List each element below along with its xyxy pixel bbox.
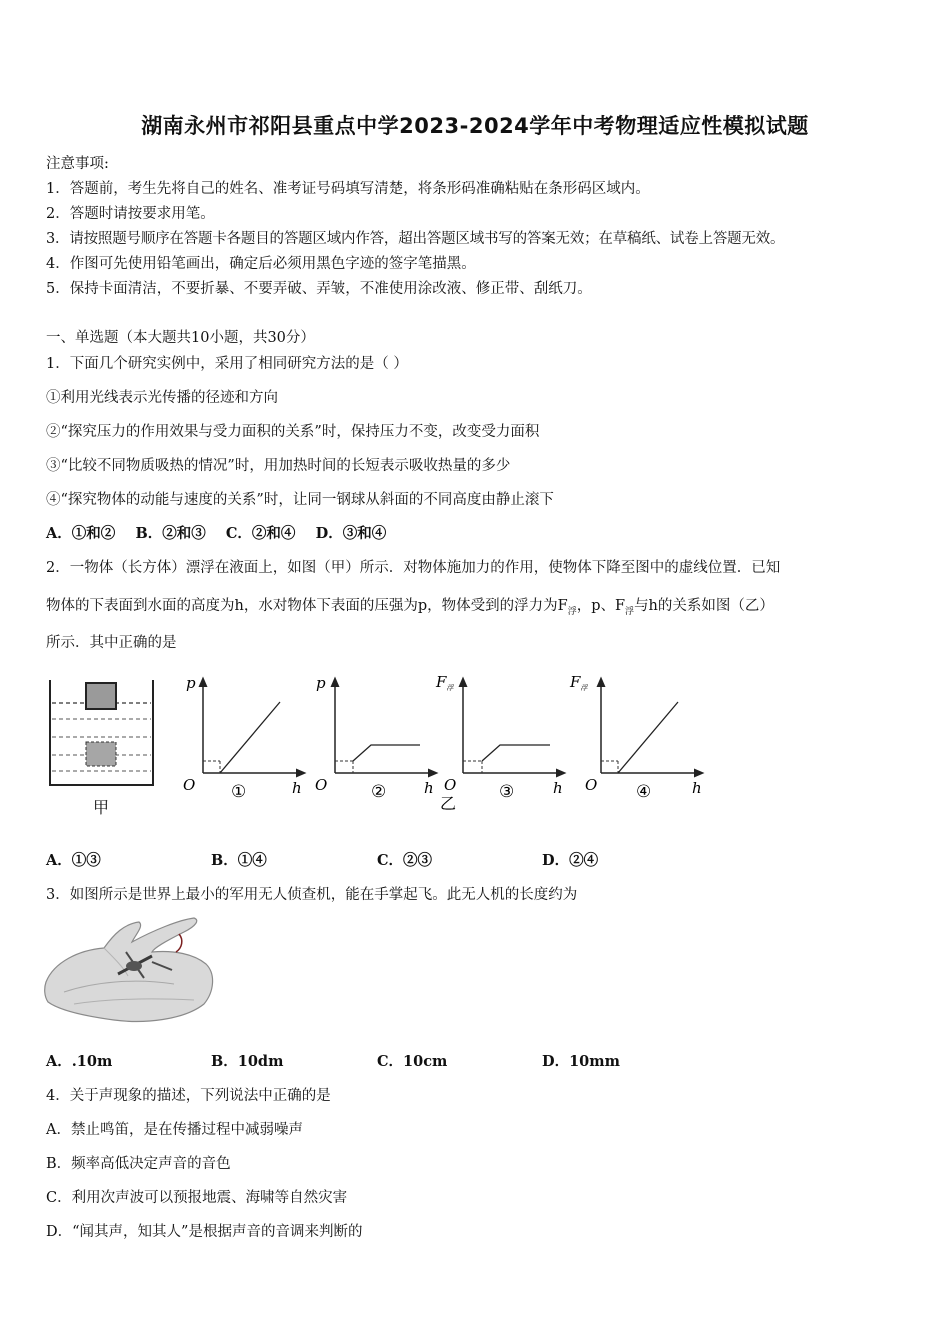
notice-item: 4．作图可先使用铅笔画出，确定后必须用黑色字迹的签字笔描黑。 (46, 256, 476, 272)
graph-number: ① (231, 782, 247, 802)
graph-number: ③ (499, 782, 515, 802)
q4-option-b: B．频率高低决定声音的音色 (46, 1156, 231, 1172)
notice-item: 3．请按照题号顺序在答题卡各题目的答题区域内作答，超出答题区域书写的答案无效；在草稿纸、试卷上答题无效。 (46, 231, 785, 247)
q1-item: ②“探究压力的作用效果与受力面积的关系”时，保持压力不变，改变受力面积 (46, 424, 540, 440)
graph-2 (315, 674, 434, 802)
axis-label-F (569, 673, 588, 692)
floating-block (86, 683, 116, 709)
q4-stem: 4．关于声现象的描述，下列说法中正确的是 (46, 1088, 331, 1104)
q1-item: ③“比较不同物质吸热的情况”时，用加热时间的长短表示吸收热量的多少 (46, 458, 511, 474)
q2-option-c: C．②③ (377, 852, 433, 869)
graph-1 (183, 674, 302, 802)
graph-number: ④ (636, 782, 652, 802)
q2-figure (40, 665, 740, 825)
subscript: 浮 (567, 606, 577, 617)
page-title: 湖南永州市祁阳县重点中学2023-2024学年中考物理适应性模拟试题 (141, 114, 809, 138)
q4-option-c: C．利用次声波可以预报地震、海啸等自然灾害 (46, 1190, 348, 1206)
label-yi: 乙 (440, 794, 457, 813)
q3-option-a: A．.10m (46, 1053, 113, 1070)
axis-label-F-letter: F (436, 673, 447, 691)
origin-label: O (183, 776, 196, 794)
axis-label-F (435, 673, 454, 692)
axis-label-h: h (424, 779, 434, 797)
q4-option-a: A．禁止鸣笛，是在传播过程中减弱噪声 (46, 1122, 303, 1138)
axis-label-h: h (692, 779, 702, 797)
q2-option-a: A．①③ (46, 852, 101, 869)
axis-label-F-letter: F (570, 673, 581, 691)
axis-label-F-sub: 浮 (446, 684, 454, 692)
dashed-block (86, 742, 116, 766)
q3-option-c: C．10cm (377, 1053, 448, 1070)
label-jia: 甲 (93, 798, 110, 817)
q1-item: ①利用光线表示光传播的径迹和方向 (46, 390, 278, 406)
q2-option-b: B．①④ (211, 852, 267, 869)
q3-option-d: D．10mm (542, 1053, 620, 1070)
q2-line2-c: 与h的关系如图（乙） (634, 598, 774, 614)
notice-item: 1．答题前，考生先将自己的姓名、准考证号码填写清楚，将条形码准确粘贴在条形码区域内。 (46, 181, 650, 197)
q3-stem: 3．如图所示是世界上最小的军用无人侦查机，能在手掌起飞。此无人机的长度约为 (46, 887, 578, 903)
origin-label: O (444, 776, 457, 794)
subscript: 浮 (625, 606, 635, 617)
notice-item: 2．答题时请按要求用笔。 (46, 206, 215, 222)
q4-option-d: D．“闻其声，知其人”是根据声音的音调来判断的 (46, 1224, 363, 1240)
graph-4 (569, 673, 702, 802)
section-heading: 一、单选题（本大题共10小题，共30分） (46, 330, 315, 346)
q2-option-d: D．②④ (542, 852, 599, 869)
notice-heading: 注意事项: (46, 156, 109, 172)
q2-line3: 所示．其中正确的是 (46, 635, 177, 651)
drone-on-hand-photo (44, 912, 219, 1027)
q1-item: ④“探究物体的动能与速度的关系”时，让同一钢球从斜面的不同高度由静止滚下 (46, 492, 554, 508)
container-diagram (50, 680, 153, 817)
q3-option-b: B．10dm (211, 1053, 284, 1070)
origin-label: O (585, 776, 598, 794)
axis-label-h: h (292, 779, 302, 797)
axis-label-F-sub: 浮 (580, 684, 588, 692)
axis-label-h: h (553, 779, 563, 797)
axis-label-p: p (186, 674, 196, 692)
q1-options: A．①和② B．②和③ C．②和④ D．③和④ (46, 525, 387, 542)
q1-stem: 1．下面几个研究实例中，采用了相同研究方法的是（ ） (46, 356, 408, 372)
q2-line2-a: 物体的下表面到水面的高度为h，水对物体下表面的压强为p，物体受到的浮力为F (46, 598, 568, 614)
graph-number: ② (371, 782, 387, 802)
graph-3 (435, 673, 563, 813)
q2-line2-b: ，p、F (576, 598, 626, 614)
axis-label-p: p (316, 674, 326, 692)
notice-item: 5．保持卡面清洁，不要折暴、不要弄破、弄皱，不准使用涂改液、修正带、刮纸刀。 (46, 281, 592, 297)
q2-line1: 2．一物体（长方体）漂浮在液面上，如图（甲）所示．对物体施加力的作用，使物体下降至图中的虚线位置．已知 (46, 560, 781, 576)
origin-label: O (315, 776, 328, 794)
q2-line2 (46, 594, 774, 617)
